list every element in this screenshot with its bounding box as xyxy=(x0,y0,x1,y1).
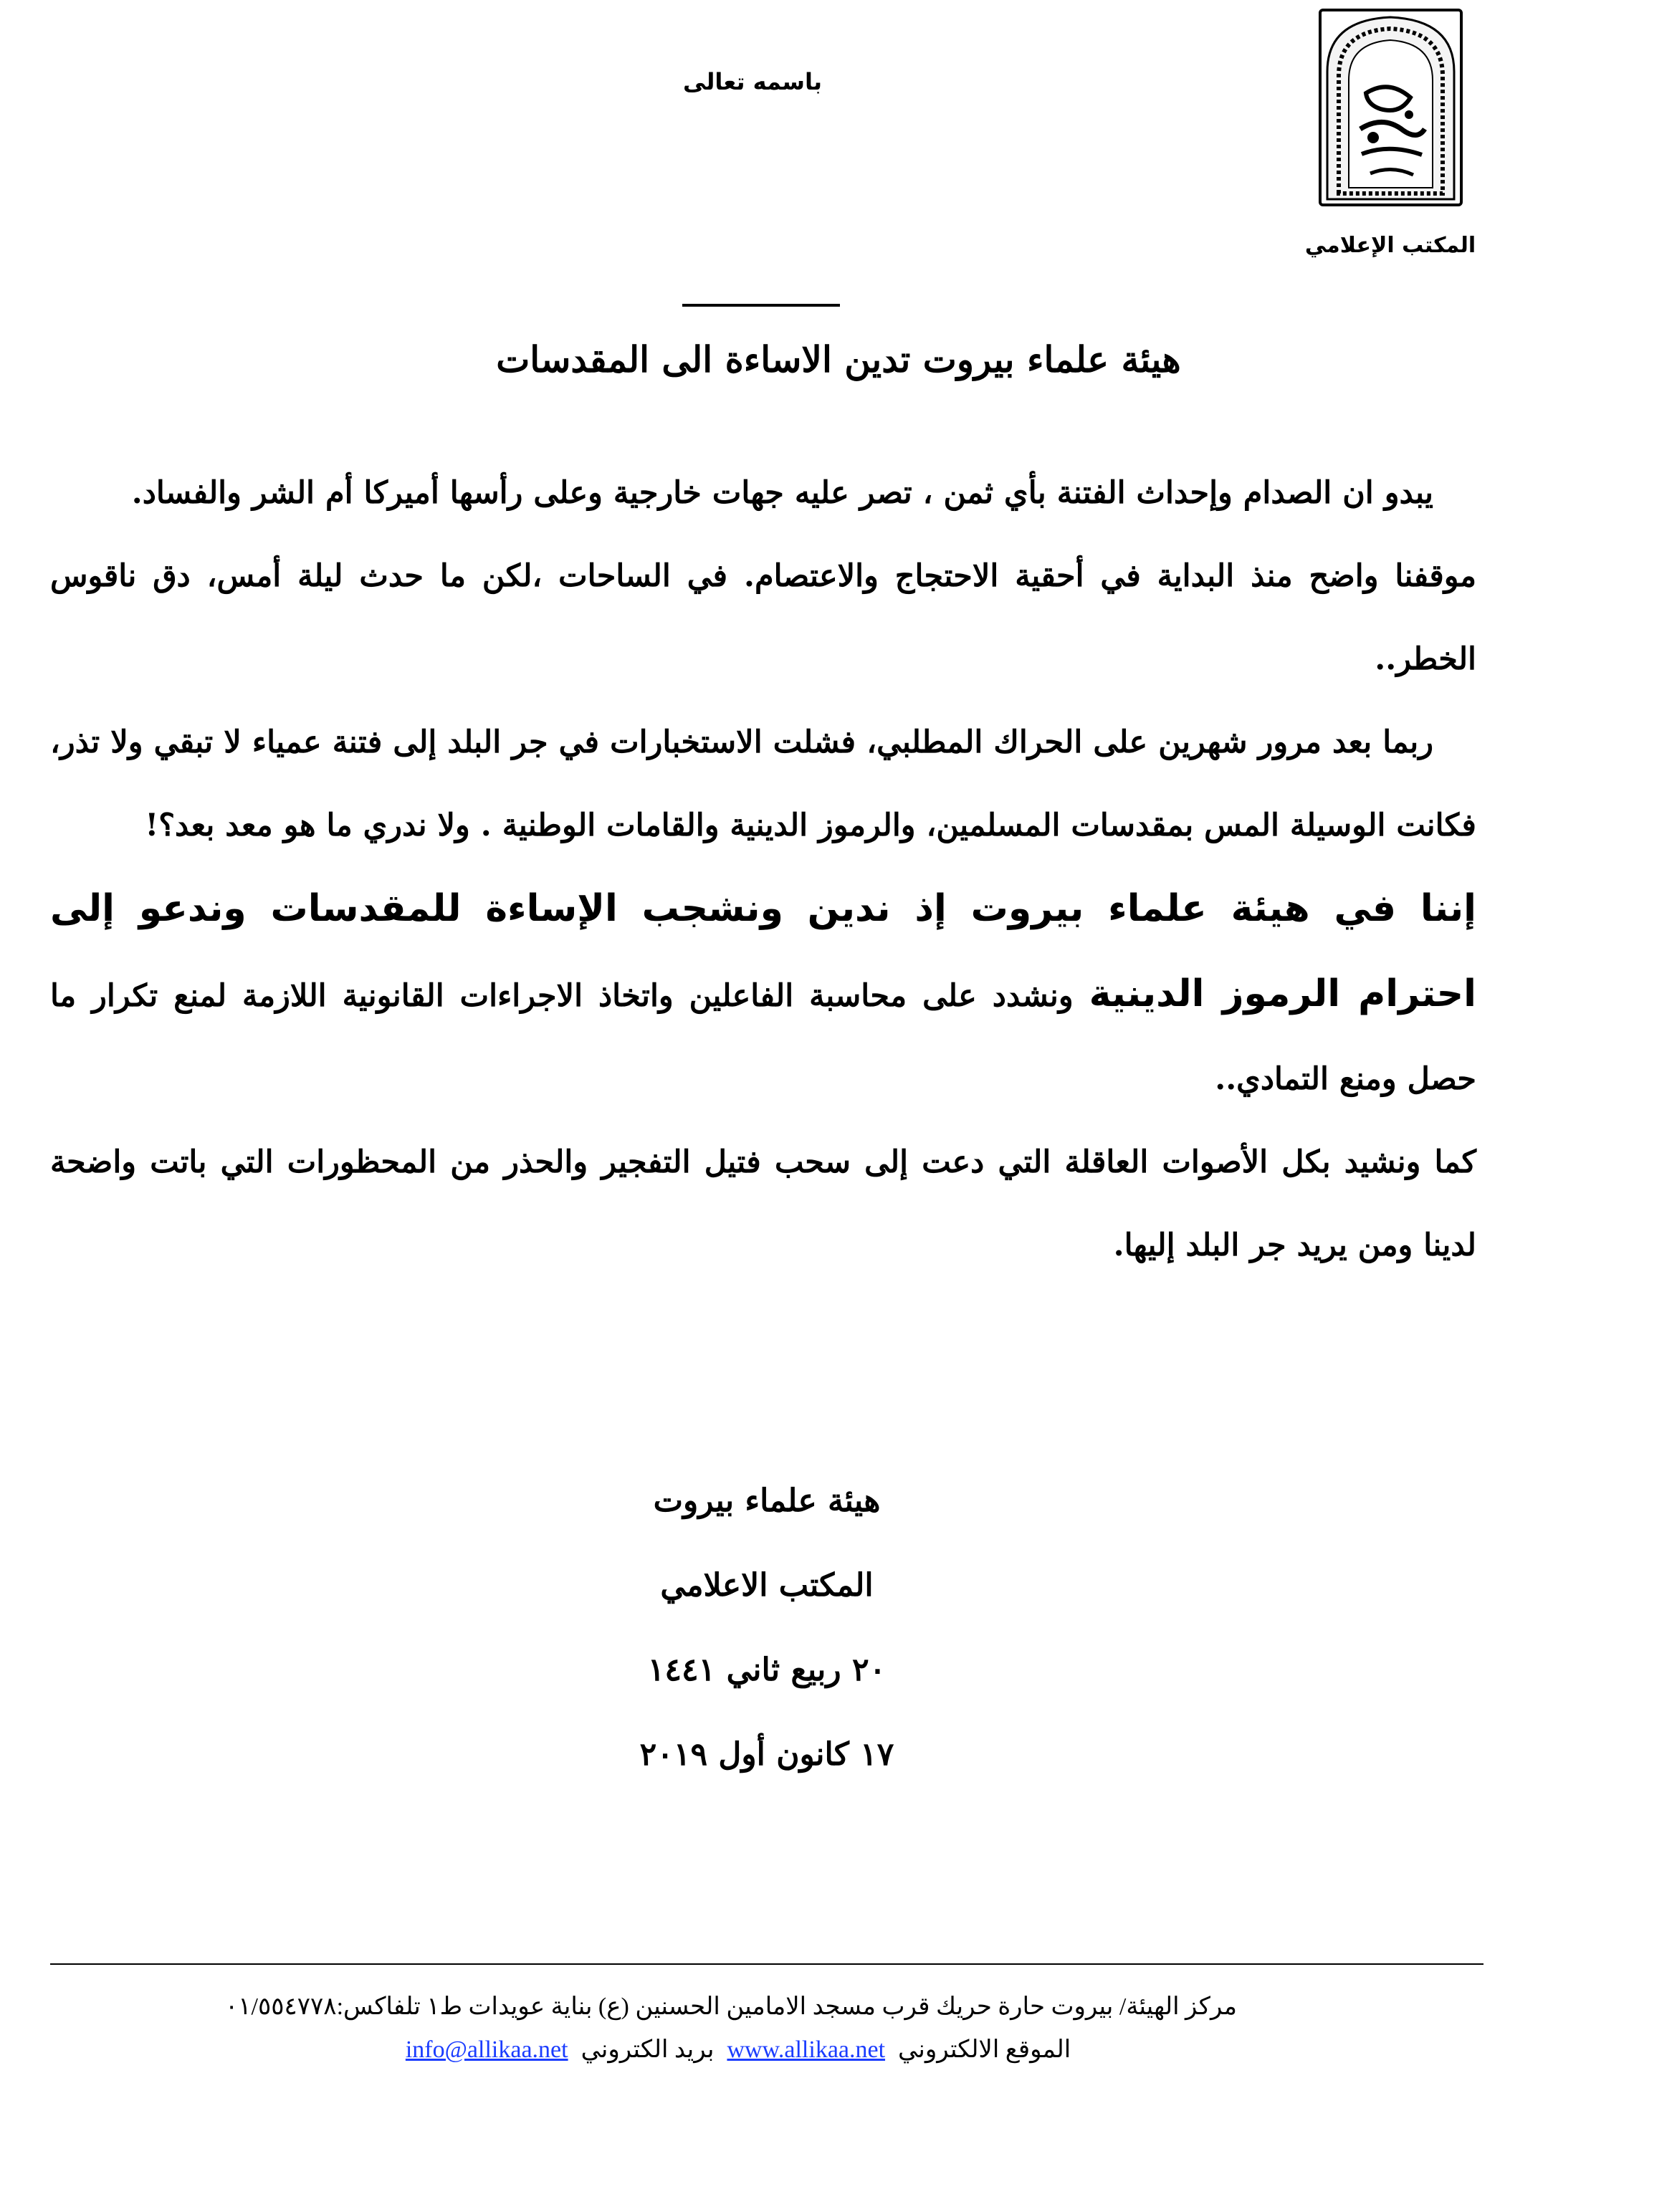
gregorian-date: ١٧ كانون أول ٢٠١٩ xyxy=(639,1736,894,1773)
signature-block xyxy=(552,1459,982,1797)
website-label: الموقع الالكتروني xyxy=(898,2036,1071,2063)
footer-address: مركز الهيئة/ بيروت حارة حريك قرب مسجد الامامين الحسنين (ع) بناية عويدات ط١ تلفاكس:٠١/٥٥٤٧٧٨ xyxy=(225,1993,1237,2020)
footer-divider xyxy=(50,1963,1484,1965)
footer-contacts xyxy=(215,2032,1261,2068)
body-paragraph-4-rest: ونشدد على محاسبة الفاعلين واتخاذ الاجراءات القانونية اللازمة لمنع تكرار ما حصل ومنع التمادي.. xyxy=(50,978,1476,1097)
hijri-date: ٢٠ ربيع ثاني ١٤٤١ xyxy=(647,1652,887,1688)
organization-logo xyxy=(1317,7,1464,208)
signature-office: المكتب الاعلامي xyxy=(660,1567,874,1604)
logo-emblem-icon xyxy=(1317,7,1464,208)
document-title: هيئة علماء بيروت تدين الاساءة الى المقدسات xyxy=(496,338,1181,380)
body-paragraph-4 xyxy=(50,867,1476,1121)
body-paragraph-2: موقفنا واضح منذ البداية في أحقية الاحتجاج والاعتصام. في الساحات ،لكن ما حدث ليلة أمس، دق ناقوس الخطر.. xyxy=(50,558,1476,677)
website-link[interactable]: www.allikaa.net xyxy=(727,2036,886,2063)
body-paragraph-1: يبدو ان الصدام وإحداث الفتنة بأي ثمن ، تصر عليه جهات خارجية وعلى رأسها أميركا أم الشر والفساد. xyxy=(131,475,1433,511)
email-link[interactable]: info@allikaa.net xyxy=(405,2036,568,2063)
email-label: بريد الكتروني xyxy=(580,2036,715,2063)
basmala-heading: باسمه تعالى xyxy=(683,68,822,95)
logo-caption: المكتب الإعلامي xyxy=(1304,233,1476,258)
document-body xyxy=(50,451,1476,1287)
body-paragraph-3: ربما بعد مرور شهرين على الحراك المطلبي، فشلت الاستخبارات في جر البلد إلى فتنة عمياء لا تبقي ولا تذر، فكانت الوسيلة المس بمقدسات المسلمين، والرموز الدينية والقامات الوطنية . ولا ندري ما هو معد بعد؟! xyxy=(50,724,1476,843)
emphasized-statement: إننا في هيئة علماء بيروت إذ ندين ونشجب الإساءة للمقدسات وندعو إلى احترام الرموز الدينية xyxy=(50,887,1476,1015)
body-paragraph-5: كما ونشيد بكل الأصوات العاقلة التي دعت إلى سحب فتيل التفجير والحذر من المحظورات التي باتت واضحة لدينا ومن يريد جر البلد إليها. xyxy=(50,1144,1476,1263)
signature-org: هيئة علماء بيروت xyxy=(653,1483,881,1519)
title-divider xyxy=(682,304,840,307)
